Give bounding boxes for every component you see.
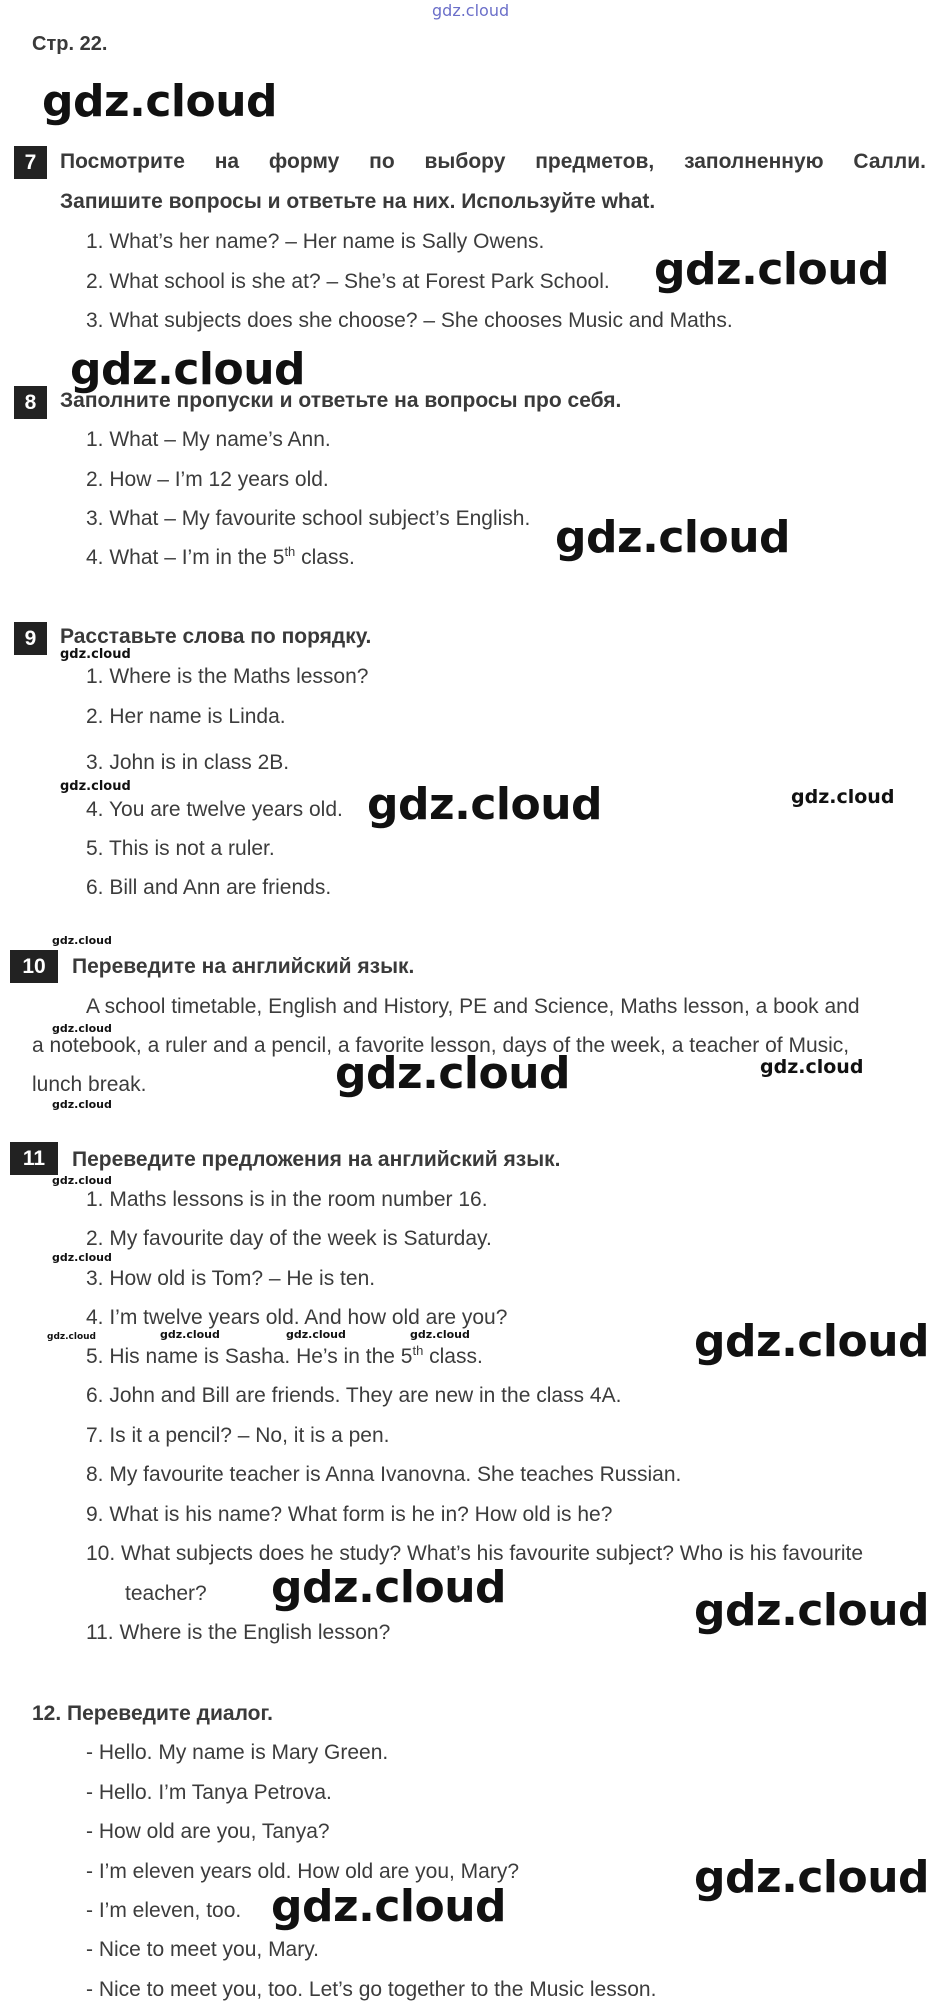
task-11-item: 8. My favourite teacher is Anna Ivanovna. She teaches Russian.: [86, 1463, 682, 1486]
page-reference: Стр. 22.: [32, 33, 108, 55]
task-11-item: 7. Is it a pencil? – No, it is a pen.: [86, 1424, 390, 1447]
dialog-line: - Hello. I’m Tanya Petrova.: [86, 1781, 332, 1804]
watermark: gdz.cloud: [694, 1585, 930, 1636]
watermark: gdz.cloud: [367, 779, 603, 830]
watermark: gdz.cloud: [760, 1056, 864, 1078]
watermark: gdz.cloud: [694, 1316, 930, 1367]
task-11-item: 4. I’m twelve years old. And how old are you?: [86, 1306, 508, 1329]
task-8-item: 1. What – My name’s Ann.: [86, 428, 331, 451]
watermark: gdz.cloud: [60, 779, 131, 794]
task-7-title-word: Салли.: [853, 150, 926, 173]
watermark: gdz.cloud: [70, 344, 306, 395]
task-11-item: 2. My favourite day of the week is Saturday.: [86, 1227, 492, 1250]
task-10-line: a notebook, a ruler and a pencil, a favorite lesson, days of the week, a teacher of Music,: [32, 1034, 850, 1057]
task-11-item: 10. What subjects does he study? What’s his favourite subject? Who is his favourite: [86, 1542, 863, 1565]
dialog-line: - How old are you, Tanya?: [86, 1820, 330, 1843]
task-11-item: 11. Where is the English lesson?: [86, 1621, 391, 1644]
watermark: gdz.cloud: [694, 1852, 930, 1903]
task-7-title-word: заполненную: [684, 150, 824, 173]
watermark: gdz.cloud: [271, 1881, 507, 1932]
task-9-number-badge: 9: [14, 622, 47, 655]
task-11-item-continuation: teacher?: [125, 1582, 207, 1605]
dialog-line: - I’m eleven years old. How old are you, Mary?: [86, 1860, 520, 1883]
header-watermark: gdz.cloud: [432, 1, 510, 20]
task-8-item-4: [86, 546, 355, 570]
watermark: gdz.cloud: [52, 1098, 112, 1111]
watermark: gdz.cloud: [52, 1174, 112, 1187]
watermark: gdz.cloud: [791, 786, 895, 808]
watermark: gdz.cloud: [271, 1562, 507, 1613]
task-11-title: Переведите предложения на английский язык.: [72, 1148, 561, 1171]
task-11-item-5-tail: class.: [423, 1345, 483, 1368]
watermark: gdz.cloud: [335, 1048, 571, 1099]
watermark: gdz.cloud: [555, 512, 791, 563]
watermark: gdz.cloud: [42, 76, 278, 127]
task-10-number-badge: 10: [10, 950, 58, 983]
watermark: gdz.cloud: [410, 1328, 470, 1341]
task-7-title-line-2: Запишите вопросы и ответьте на них. Используйте what.: [60, 190, 656, 213]
dialog-line: - Hello. My name is Mary Green.: [86, 1741, 389, 1764]
task-11-item: 6. John and Bill are friends. They are new in the class 4A.: [86, 1384, 622, 1407]
task-8-number-badge: 8: [14, 386, 47, 419]
watermark: gdz.cloud: [286, 1328, 346, 1341]
task-8-item-4-tail: class.: [295, 546, 355, 569]
watermark: gdz.cloud: [47, 1332, 96, 1342]
task-7-number-badge: 7: [14, 146, 47, 179]
task-8-title: Заполните пропуски и ответьте на вопросы про себя.: [60, 389, 622, 412]
task-7-title-word: на: [214, 150, 240, 173]
dialog-line: - Nice to meet you, too. Let’s go together to the Music lesson.: [86, 1978, 657, 2001]
watermark: gdz.cloud: [60, 647, 131, 662]
task-12-title: 12. Переведите диалог.: [32, 1702, 273, 1725]
task-9-title: Расставьте слова по порядку.: [60, 625, 372, 648]
watermark: gdz.cloud: [52, 1251, 112, 1264]
task-7-title-word: по: [369, 150, 395, 173]
task-10-line: A school timetable, English and History, PE and Science, Maths lesson, a book and: [86, 995, 860, 1018]
task-10-line: lunch break.: [32, 1073, 147, 1096]
dialog-line: - I’m eleven, too.: [86, 1899, 242, 1922]
task-8-item: 3. What – My favourite school subject’s English.: [86, 507, 531, 530]
task-11-item-5-text: 5. His name is Sasha. He’s in the 5: [86, 1345, 413, 1368]
task-7-title-word: Посмотрите: [60, 150, 185, 173]
task-9-item: 5. This is not a ruler.: [86, 837, 275, 860]
task-11-item: 1. Maths lessons is in the room number 16.: [86, 1188, 488, 1211]
task-9-item: 1. Where is the Maths lesson?: [86, 665, 369, 688]
watermark: gdz.cloud: [654, 244, 890, 295]
task-9-item: 4. You are twelve years old.: [86, 798, 343, 821]
task-8-item: 2. How – I’m 12 years old.: [86, 468, 329, 491]
task-7-title-word: предметов,: [535, 150, 655, 173]
watermark: gdz.cloud: [52, 934, 112, 947]
task-7-item: 1. What’s her name? – Her name is Sally Owens.: [86, 230, 545, 253]
task-7-title-word: выбору: [424, 150, 506, 173]
task-7-item: 2. What school is she at? – She’s at Forest Park School.: [86, 270, 610, 293]
task-7-title-word: форму: [268, 150, 340, 173]
dialog-line: - Nice to meet you, Mary.: [86, 1938, 320, 1961]
task-9-item: 3. John is in class 2B.: [86, 751, 290, 774]
task-9-item: 2. Her name is Linda.: [86, 705, 286, 728]
ordinal-suffix: th: [412, 1343, 424, 1358]
task-8-item-4-text: 4. What – I’m in the 5: [86, 546, 285, 569]
ordinal-suffix: th: [284, 544, 296, 559]
task-7-title-line-1: [60, 150, 926, 174]
task-11-item-5: [86, 1345, 483, 1369]
task-7-item: 3. What subjects does she choose? – She chooses Music and Maths.: [86, 309, 733, 332]
task-11-item: 9. What is his name? What form is he in? How old is he?: [86, 1503, 613, 1526]
task-9-item: 6. Bill and Ann are friends.: [86, 876, 332, 899]
watermark: gdz.cloud: [52, 1022, 112, 1035]
watermark: gdz.cloud: [160, 1328, 220, 1341]
task-11-item: 3. How old is Tom? – He is ten.: [86, 1267, 376, 1290]
task-11-number-badge: 11: [10, 1142, 58, 1175]
task-10-title: Переведите на английский язык.: [72, 955, 415, 978]
